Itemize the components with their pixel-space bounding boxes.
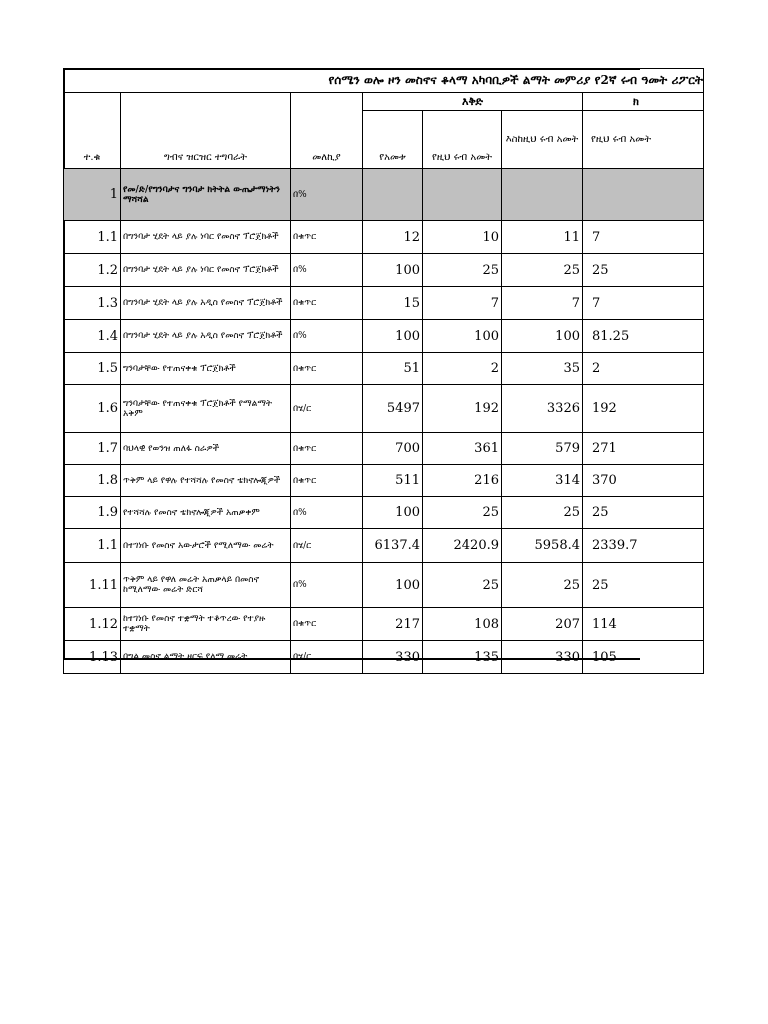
row-quarter-plan: 192 [423, 385, 502, 433]
table-row [64, 353, 704, 385]
row-cumulative-plan: 579 [502, 433, 583, 465]
group-plan: እቅድ [363, 93, 583, 111]
section-empty-cell [583, 169, 704, 221]
data-rows [64, 221, 704, 674]
row-activity: በግንባታ ሂደት ላይ ያሉ አዲስ የመስኖ ፕሮጀክቶች [121, 287, 291, 320]
row-quarter-plan: 7 [423, 287, 502, 320]
row-annual-plan: 6137.4 [363, 529, 423, 563]
row-quarter-plan: 216 [423, 465, 502, 497]
row-number: 1.6 [64, 385, 121, 433]
row-number: 1.9 [64, 497, 121, 529]
row-unit: በሄ/ር [291, 529, 363, 563]
row-quarter-achievement: 192 [583, 385, 704, 433]
row-quarter-achievement: 7 [583, 221, 704, 254]
row-unit: በቁጥር [291, 433, 363, 465]
table-row [64, 320, 704, 353]
table-row [64, 563, 704, 608]
row-activity: በግል መስኖ ልማት ዘርፍ የለማ መሬት [121, 641, 291, 674]
header-activity: ግብና ዝርዝር ተግባራት [121, 93, 291, 169]
row-unit: በሄ/ር [291, 385, 363, 433]
row-quarter-plan: 361 [423, 433, 502, 465]
header-unit: መለኪያ [291, 93, 363, 169]
row-activity: ከተገነቡ የመስኖ ተቋማት ተቆጥረው የተያዙ ተቋማት [121, 608, 291, 641]
row-annual-plan: 100 [363, 254, 423, 287]
row-annual-plan: 217 [363, 608, 423, 641]
row-cumulative-plan: 330 [502, 641, 583, 674]
row-quarter-achievement: 81.25 [583, 320, 704, 353]
row-quarter-achievement: 271 [583, 433, 704, 465]
row-quarter-plan: 2420.9 [423, 529, 502, 563]
section-number: 1 [64, 169, 121, 221]
row-unit: በ% [291, 320, 363, 353]
row-activity: ግንባታቸው የተጠናቀቁ ፕሮጀክቶች የማልማት አቅም [121, 385, 291, 433]
row-annual-plan: 12 [363, 221, 423, 254]
table-row [64, 529, 704, 563]
row-activity: ጥቅም ላይ የዋሉ የተሻሻሉ የመስኖ ቴክኖሎጂዎች [121, 465, 291, 497]
section-empty-cell [363, 169, 423, 221]
row-activity: በግንባታ ሂደት ላይ ያሉ አዲስ የመስኖ ፕሮጀክቶች [121, 320, 291, 353]
row-activity: ባህላዊ የወንዝ ጠለፋ ስራዎች [121, 433, 291, 465]
table-row [64, 608, 704, 641]
header-ach-quarter: የዚህ ሩብ አመት [583, 111, 704, 169]
section-empty-cell [502, 169, 583, 221]
table-row [64, 287, 704, 320]
row-activity: ጥቅም ላይ የዋለ መሬት አጠቃላይ በመስኖ ከሚለማው መሬት ድርሻ [121, 563, 291, 608]
row-number: 1.2 [64, 254, 121, 287]
row-unit: በ% [291, 497, 363, 529]
row-annual-plan: 511 [363, 465, 423, 497]
row-quarter-achievement: 2 [583, 353, 704, 385]
row-number: 1.12 [64, 608, 121, 641]
row-quarter-plan: 10 [423, 221, 502, 254]
row-unit: በ% [291, 563, 363, 608]
row-quarter-achievement: 2339.7 [583, 529, 704, 563]
row-quarter-plan: 25 [423, 563, 502, 608]
row-cumulative-plan: 314 [502, 465, 583, 497]
table-row [64, 433, 704, 465]
row-number: 1.5 [64, 353, 121, 385]
group-achievement: ክ [583, 93, 704, 111]
row-quarter-achievement: 370 [583, 465, 704, 497]
row-quarter-plan: 25 [423, 497, 502, 529]
row-number: 1.1 [64, 221, 121, 254]
header-quarter: የዚህ ሩብ አመት [423, 111, 502, 169]
report-table [63, 68, 704, 674]
section-activity: የመ/ድ/የግንባታና ግንባታ ክትትል ውጤታማነትን ማሻሻል [121, 169, 291, 221]
row-annual-plan: 700 [363, 433, 423, 465]
row-unit: በቁጥር [291, 608, 363, 641]
row-quarter-achievement: 105 [583, 641, 704, 674]
header-cumulative: እስከዚህ ሩብ አመት [502, 111, 583, 169]
row-number: 1.1 [64, 529, 121, 563]
row-quarter-achievement: 7 [583, 287, 704, 320]
section-empty-cell [423, 169, 502, 221]
row-number: 1.3 [64, 287, 121, 320]
row-activity: በግንባታ ሂደት ላይ ያሉ ነባር የመስኖ ፕሮጀክቶች [121, 254, 291, 287]
row-annual-plan: 100 [363, 563, 423, 608]
row-cumulative-plan: 100 [502, 320, 583, 353]
row-unit: በቁጥር [291, 465, 363, 497]
row-unit: በቁጥር [291, 353, 363, 385]
row-number: 1.11 [64, 563, 121, 608]
row-quarter-plan: 135 [423, 641, 502, 674]
row-annual-plan: 330 [363, 641, 423, 674]
row-quarter-achievement: 25 [583, 497, 704, 529]
row-quarter-achievement: 25 [583, 563, 704, 608]
row-activity: የተሻሻሉ የመስኖ ቴክኖሎጂዎች አጠቃቀም [121, 497, 291, 529]
row-number: 1.8 [64, 465, 121, 497]
table-row [64, 497, 704, 529]
report-sheet [63, 68, 704, 665]
section-row [64, 169, 704, 221]
row-quarter-achievement: 114 [583, 608, 704, 641]
row-quarter-achievement: 25 [583, 254, 704, 287]
report-title: የሰሜን ወሎ ዞን መስኖና ቆላማ አካባቢዎች ልማት መምሪያ የ2ኛ ሩብ ዓመት ሪፖርት [64, 69, 704, 93]
row-cumulative-plan: 7 [502, 287, 583, 320]
row-activity: በግንባታ ሂደት ላይ ያሉ ነባር የመስኖ ፕሮጀክቶች [121, 221, 291, 254]
row-cumulative-plan: 25 [502, 563, 583, 608]
table-row [64, 465, 704, 497]
row-quarter-plan: 108 [423, 608, 502, 641]
row-activity: በተገነቡ የመስኖ አውታሮች የሚለማው መሬት [121, 529, 291, 563]
row-annual-plan: 51 [363, 353, 423, 385]
row-activity: ግንባታቸው የተጠናቀቁ ፕሮጀክቶች [121, 353, 291, 385]
row-number: 1.13 [64, 641, 121, 674]
row-cumulative-plan: 5958.4 [502, 529, 583, 563]
row-cumulative-plan: 25 [502, 254, 583, 287]
row-unit: በሄ/ር [291, 641, 363, 674]
header-no: ተ.ቁ [64, 93, 121, 169]
row-unit: በቁጥር [291, 287, 363, 320]
row-cumulative-plan: 25 [502, 497, 583, 529]
row-annual-plan: 100 [363, 497, 423, 529]
row-cumulative-plan: 11 [502, 221, 583, 254]
section-unit: በ% [291, 169, 363, 221]
table-row [64, 641, 704, 674]
table-row [64, 221, 704, 254]
row-annual-plan: 15 [363, 287, 423, 320]
row-annual-plan: 5497 [363, 385, 423, 433]
row-quarter-plan: 25 [423, 254, 502, 287]
row-cumulative-plan: 35 [502, 353, 583, 385]
table-row [64, 254, 704, 287]
row-annual-plan: 100 [363, 320, 423, 353]
row-number: 1.7 [64, 433, 121, 465]
row-unit: በ% [291, 254, 363, 287]
row-quarter-plan: 100 [423, 320, 502, 353]
row-quarter-plan: 2 [423, 353, 502, 385]
row-cumulative-plan: 3326 [502, 385, 583, 433]
row-number: 1.4 [64, 320, 121, 353]
table-row [64, 385, 704, 433]
header-annual: የአመቱ [363, 111, 423, 169]
row-unit: በቁጥር [291, 221, 363, 254]
row-cumulative-plan: 207 [502, 608, 583, 641]
